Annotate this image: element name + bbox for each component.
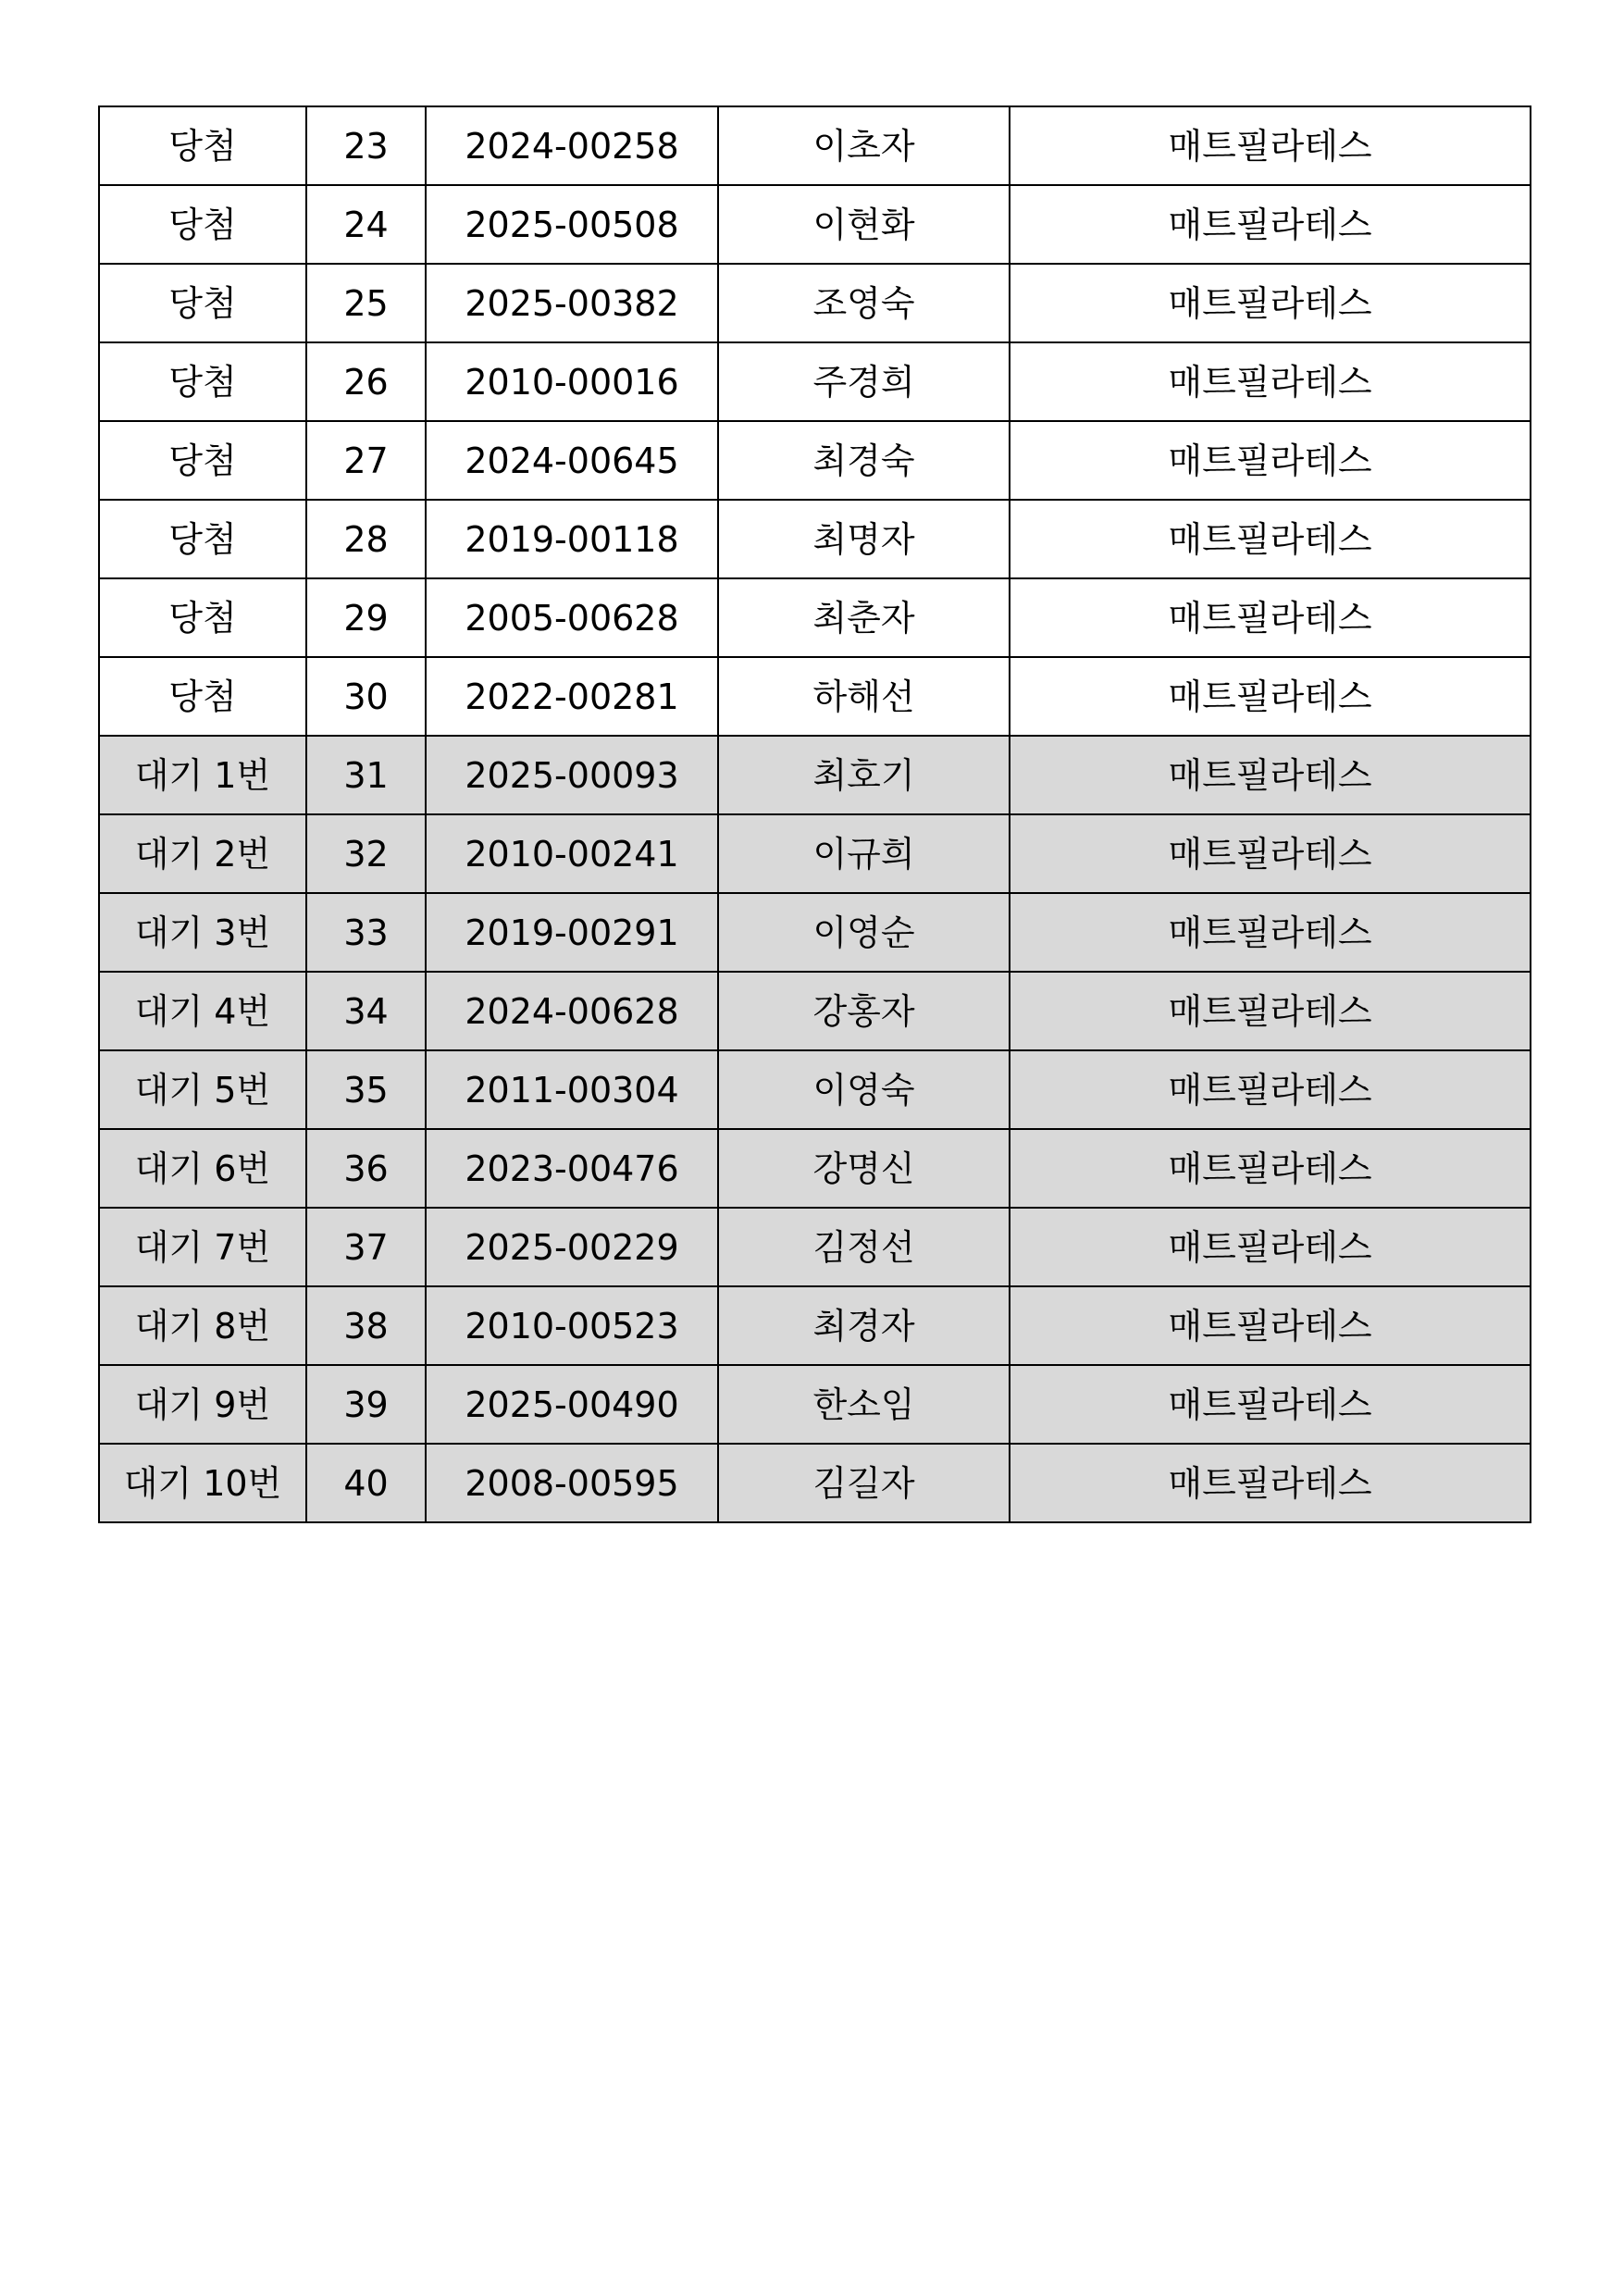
program-cell: 매트필라테스: [1010, 106, 1531, 185]
name-cell: 강홍자: [718, 972, 1010, 1050]
registration-number-cell: 2010-00523: [426, 1286, 718, 1365]
number-cell: 35: [306, 1050, 426, 1129]
registration-number-cell: 2025-00508: [426, 185, 718, 264]
waiting-row: [99, 893, 1531, 972]
program-cell: 매트필라테스: [1010, 1129, 1531, 1208]
program-cell: 매트필라테스: [1010, 1444, 1531, 1522]
status-cell: 당첨: [99, 264, 306, 342]
number-cell: 25: [306, 264, 426, 342]
winner-row: [99, 185, 1531, 264]
program-cell: 매트필라테스: [1010, 736, 1531, 814]
status-cell: 대기 1번: [99, 736, 306, 814]
number-cell: 34: [306, 972, 426, 1050]
status-cell: 대기 6번: [99, 1129, 306, 1208]
waiting-row: [99, 1208, 1531, 1286]
name-cell: 최호기: [718, 736, 1010, 814]
name-cell: 최명자: [718, 500, 1010, 578]
registration-number-cell: 2025-00229: [426, 1208, 718, 1286]
registration-number-cell: 2005-00628: [426, 578, 718, 657]
name-cell: 조영숙: [718, 264, 1010, 342]
number-cell: 31: [306, 736, 426, 814]
number-cell: 40: [306, 1444, 426, 1522]
program-cell: 매트필라테스: [1010, 342, 1531, 421]
name-cell: 이현화: [718, 185, 1010, 264]
registration-number-cell: 2022-00281: [426, 657, 718, 736]
name-cell: 이규희: [718, 814, 1010, 893]
program-cell: 매트필라테스: [1010, 657, 1531, 736]
status-cell: 대기 4번: [99, 972, 306, 1050]
waiting-row: [99, 736, 1531, 814]
registration-number-cell: 2019-00291: [426, 893, 718, 972]
table-body: [99, 106, 1531, 1522]
waiting-row: [99, 1129, 1531, 1208]
number-cell: 24: [306, 185, 426, 264]
number-cell: 29: [306, 578, 426, 657]
name-cell: 주경희: [718, 342, 1010, 421]
program-cell: 매트필라테스: [1010, 1286, 1531, 1365]
number-cell: 23: [306, 106, 426, 185]
registration-number-cell: 2024-00645: [426, 421, 718, 500]
number-cell: 26: [306, 342, 426, 421]
registration-number-cell: 2019-00118: [426, 500, 718, 578]
name-cell: 이초자: [718, 106, 1010, 185]
waiting-row: [99, 1444, 1531, 1522]
number-cell: 36: [306, 1129, 426, 1208]
waiting-row: [99, 814, 1531, 893]
name-cell: 강명신: [718, 1129, 1010, 1208]
name-cell: 최경자: [718, 1286, 1010, 1365]
program-cell: 매트필라테스: [1010, 893, 1531, 972]
program-cell: 매트필라테스: [1010, 1365, 1531, 1444]
program-cell: 매트필라테스: [1010, 578, 1531, 657]
status-cell: 대기 5번: [99, 1050, 306, 1129]
status-cell: 대기 7번: [99, 1208, 306, 1286]
status-cell: 대기 9번: [99, 1365, 306, 1444]
program-cell: 매트필라테스: [1010, 500, 1531, 578]
number-cell: 37: [306, 1208, 426, 1286]
number-cell: 32: [306, 814, 426, 893]
status-cell: 당첨: [99, 342, 306, 421]
winner-row: [99, 342, 1531, 421]
registration-number-cell: 2025-00093: [426, 736, 718, 814]
status-cell: 당첨: [99, 657, 306, 736]
winner-row: [99, 578, 1531, 657]
status-cell: 당첨: [99, 185, 306, 264]
number-cell: 27: [306, 421, 426, 500]
status-cell: 당첨: [99, 578, 306, 657]
name-cell: 최춘자: [718, 578, 1010, 657]
number-cell: 30: [306, 657, 426, 736]
name-cell: 이영순: [718, 893, 1010, 972]
waiting-row: [99, 1050, 1531, 1129]
registration-number-cell: 2010-00241: [426, 814, 718, 893]
registration-number-cell: 2011-00304: [426, 1050, 718, 1129]
winner-row: [99, 264, 1531, 342]
winner-row: [99, 106, 1531, 185]
status-cell: 당첨: [99, 421, 306, 500]
program-cell: 매트필라테스: [1010, 1208, 1531, 1286]
program-cell: 매트필라테스: [1010, 421, 1531, 500]
program-cell: 매트필라테스: [1010, 264, 1531, 342]
number-cell: 28: [306, 500, 426, 578]
registration-number-cell: 2010-00016: [426, 342, 718, 421]
registration-number-cell: 2008-00595: [426, 1444, 718, 1522]
waiting-row: [99, 1286, 1531, 1365]
status-cell: 당첨: [99, 106, 306, 185]
winner-row: [99, 500, 1531, 578]
program-cell: 매트필라테스: [1010, 1050, 1531, 1129]
name-cell: 이영숙: [718, 1050, 1010, 1129]
program-cell: 매트필라테스: [1010, 972, 1531, 1050]
number-cell: 33: [306, 893, 426, 972]
status-cell: 대기 10번: [99, 1444, 306, 1522]
name-cell: 김길자: [718, 1444, 1010, 1522]
name-cell: 김정선: [718, 1208, 1010, 1286]
waiting-row: [99, 1365, 1531, 1444]
program-cell: 매트필라테스: [1010, 814, 1531, 893]
status-cell: 대기 2번: [99, 814, 306, 893]
winner-row: [99, 421, 1531, 500]
number-cell: 39: [306, 1365, 426, 1444]
registration-number-cell: 2025-00490: [426, 1365, 718, 1444]
number-cell: 38: [306, 1286, 426, 1365]
winner-row: [99, 657, 1531, 736]
status-cell: 대기 8번: [99, 1286, 306, 1365]
registration-number-cell: 2024-00258: [426, 106, 718, 185]
program-cell: 매트필라테스: [1010, 185, 1531, 264]
status-cell: 대기 3번: [99, 893, 306, 972]
lottery-result-table: [98, 105, 1531, 1523]
name-cell: 최경숙: [718, 421, 1010, 500]
name-cell: 한소임: [718, 1365, 1010, 1444]
status-cell: 당첨: [99, 500, 306, 578]
registration-number-cell: 2023-00476: [426, 1129, 718, 1208]
registration-number-cell: 2024-00628: [426, 972, 718, 1050]
name-cell: 하해선: [718, 657, 1010, 736]
registration-number-cell: 2025-00382: [426, 264, 718, 342]
waiting-row: [99, 972, 1531, 1050]
